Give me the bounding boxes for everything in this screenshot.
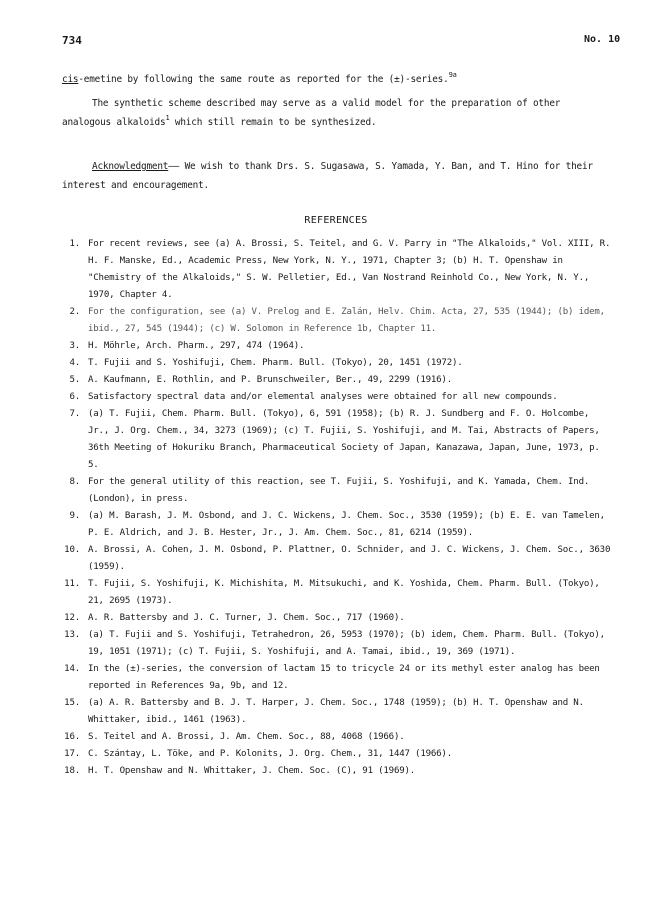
reference-text: (a) T. Fujii and S. Yoshifuji, Tetrahedron, 26, 5953 (1970); (b) idem, Chem. Pharm. Bull. (Tokyo), 19, 1051 (1971); (c) T. Fujii, S. Yoshifuji, and A. Tamai, ibid., 19, 369 (1971). bbox=[88, 630, 605, 657]
reference-item bbox=[62, 304, 614, 338]
references-heading: REFERENCES bbox=[304, 215, 368, 226]
reference-item bbox=[62, 372, 614, 389]
reference-number: 1. bbox=[69, 239, 80, 249]
reference-text: For recent reviews, see (a) A. Brossi, S. Teitel, and G. V. Parry in "The Alkaloids," Vol. XIII, R. H. F. Manske, Ed., Academic Press, New York, N. Y., 1971, Chapter 3; (b) H. T. Openshaw in "Chemistry of the Alkaloids," S. W. Pelletier, Ed., Van Nostrand Reinhold Co., New York, N. Y., 1970, Chapter 4. bbox=[88, 239, 611, 300]
p1-text: -emetine by following the same route as reported for the (±)-series. bbox=[78, 74, 449, 85]
reference-number: 16. bbox=[64, 732, 80, 742]
reference-number: 8. bbox=[69, 477, 80, 487]
reference-item bbox=[62, 746, 614, 763]
p2-note: 1 bbox=[165, 114, 170, 122]
reference-number: 5. bbox=[69, 375, 80, 385]
ack-heading: Acknowledgment bbox=[92, 161, 169, 172]
reference-item bbox=[62, 610, 614, 627]
reference-number: 7. bbox=[69, 409, 80, 419]
ack-dash: —— bbox=[168, 161, 180, 172]
reference-text: (a) M. Barash, J. M. Osbond, and J. C. Wickens, J. Chem. Soc., 3530 (1959); (b) E. E. van Tamelen, P. E. Aldrich, and J. B. Hester, Jr., J. Am. Chem. Soc., 81, 6214 (1959). bbox=[88, 511, 605, 538]
reference-text: Satisfactory spectral data and/or elemental analyses were obtained for all new compounds. bbox=[88, 392, 558, 402]
reference-number: 12. bbox=[64, 613, 80, 623]
reference-item bbox=[62, 236, 614, 304]
reference-text: A. R. Battersby and J. C. Turner, J. Chem. Soc., 717 (1960). bbox=[88, 613, 405, 623]
reference-text: In the (±)-series, the conversion of lactam 15 to tricycle 24 or its methyl ester analog has been reported in References 9a, 9b, and 12. bbox=[88, 664, 600, 691]
reference-number: 4. bbox=[69, 358, 80, 368]
reference-text: H. T. Openshaw and N. Whittaker, J. Chem. Soc. (C), 91 (1969). bbox=[88, 766, 416, 776]
issue-number: No. 10 bbox=[584, 34, 621, 45]
reference-number: 17. bbox=[64, 749, 80, 759]
reference-number: 11. bbox=[64, 579, 80, 589]
reference-number: 3. bbox=[69, 341, 80, 351]
acknowledgment bbox=[62, 157, 610, 195]
references-list bbox=[62, 236, 614, 780]
reference-item bbox=[62, 763, 614, 780]
ack-text: We wish to thank Drs. S. Sugasawa, S. Yamada, Y. Ban, and T. Hino for their interest and encouragement. bbox=[62, 161, 593, 191]
reference-number: 9. bbox=[69, 511, 80, 521]
reference-number: 18. bbox=[64, 766, 80, 776]
reference-number: 10. bbox=[64, 545, 80, 555]
reference-text: For the configuration, see (a) V. Prelog and E. Zalán, Helv. Chim. Acta, 27, 535 (1944); (b) idem, ibid., 27, 545 (1944); (c) W. Solomon in Reference 1b, Chapter 11. bbox=[88, 307, 605, 334]
reference-text: (a) A. R. Battersby and B. J. T. Harper, J. Chem. Soc., 1748 (1959); (b) H. T. Openshaw and N. Whittaker, ibid., 1461 (1963). bbox=[88, 698, 584, 725]
reference-item bbox=[62, 389, 614, 406]
reference-item bbox=[62, 355, 614, 372]
reference-text: T. Fujii and S. Yoshifuji, Chem. Pharm. Bull. (Tokyo), 20, 1451 (1972). bbox=[88, 358, 463, 368]
reference-item bbox=[62, 406, 614, 474]
page-number: 734 bbox=[62, 34, 82, 47]
reference-item bbox=[62, 695, 614, 729]
reference-number: 2. bbox=[69, 307, 80, 317]
paragraph-synthetic-scheme bbox=[62, 94, 610, 132]
p1-note: 9a bbox=[448, 71, 457, 79]
reference-text: (a) T. Fujii, Chem. Pharm. Bull. (Tokyo), 6, 591 (1958); (b) R. J. Sundberg and F. O. Holcombe, Jr., J. Org. Chem., 34, 3273 (1969); (c) T. Fujii, S. Yoshifuji, and M. Tai, Abstracts of Papers, 36th Meeting of Hokuriku Branch, Pharmaceutical Society of Japan, Kanazawa, Japan, June, 1973, p. 5. bbox=[88, 409, 600, 470]
term-cis: cis bbox=[62, 74, 79, 85]
reference-item bbox=[62, 627, 614, 661]
p2-text-b: which still remain to be synthesized. bbox=[169, 117, 377, 128]
reference-item bbox=[62, 661, 614, 695]
reference-item bbox=[62, 338, 614, 355]
reference-text: T. Fujii, S. Yoshifuji, K. Michishita, M. Mitsukuchi, and K. Yoshida, Chem. Pharm. Bull. (Tokyo), 21, 2695 (1973). bbox=[88, 579, 600, 606]
reference-item bbox=[62, 508, 614, 542]
reference-number: 13. bbox=[64, 630, 80, 640]
reference-text: C. Szántay, L. Töke, and P. Kolonits, J. Org. Chem., 31, 1447 (1966). bbox=[88, 749, 452, 759]
paragraph-cis-emetine bbox=[62, 70, 610, 89]
p2-text-a: The synthetic scheme described may serve as a valid model for the preparation of other analogous alkaloids bbox=[62, 98, 561, 128]
reference-item bbox=[62, 729, 614, 746]
reference-text: A. Brossi, A. Cohen, J. M. Osbond, P. Plattner, O. Schnider, and J. C. Wickens, J. Chem. Soc., 3630 (1959). bbox=[88, 545, 611, 572]
reference-text: S. Teitel and A. Brossi, J. Am. Chem. Soc., 88, 4068 (1966). bbox=[88, 732, 405, 742]
reference-text: For the general utility of this reaction, see T. Fujii, S. Yoshifuji, and K. Yamada, Chem. Ind. (London), in press. bbox=[88, 477, 590, 504]
reference-text: A. Kaufmann, E. Rothlin, and P. Brunschweiler, Ber., 49, 2299 (1916). bbox=[88, 375, 452, 385]
reference-number: 14. bbox=[64, 664, 80, 674]
reference-number: 15. bbox=[64, 698, 80, 708]
reference-item bbox=[62, 576, 614, 610]
reference-number: 6. bbox=[69, 392, 80, 402]
reference-text: H. Möhrle, Arch. Pharm., 297, 474 (1964). bbox=[88, 341, 305, 351]
reference-item bbox=[62, 542, 614, 576]
reference-item bbox=[62, 474, 614, 508]
